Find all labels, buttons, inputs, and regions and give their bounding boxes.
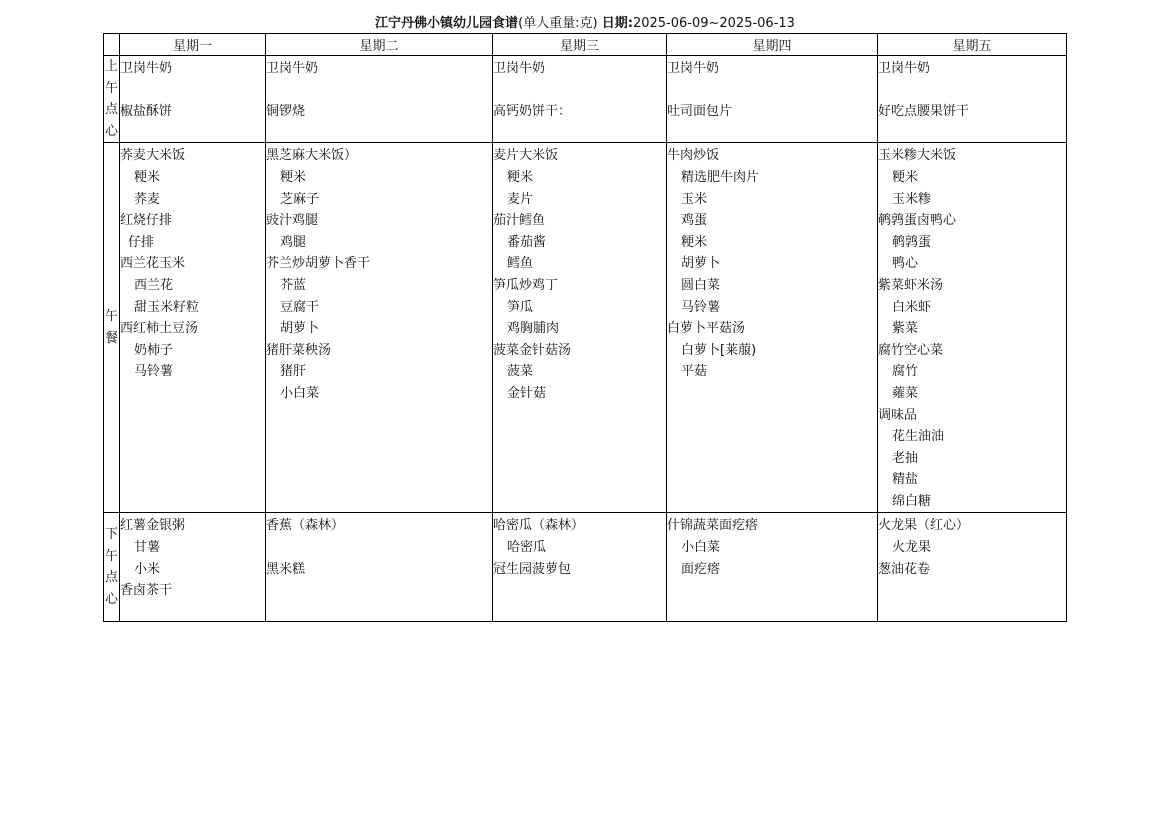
meal-label-lunch: [104, 143, 120, 513]
snack: 铜锣烧: [266, 104, 306, 120]
ingredient: 精选肥牛肉片: [681, 169, 760, 185]
dish: 猪肝菜秧汤: [266, 342, 332, 358]
afternoon-mon: [120, 513, 266, 622]
ingredient: 鸡胸脯肉: [507, 321, 560, 337]
ingredient: 粳米: [681, 234, 708, 250]
label-char: 午: [104, 80, 118, 96]
day-header: 星期二: [266, 34, 493, 56]
weight-unit: (单人重量:克): [518, 16, 598, 31]
dish: 火龙果（红心）: [878, 518, 970, 534]
ingredient: 白米虾: [892, 299, 932, 315]
morning-mon: [120, 56, 266, 143]
morning-wed: [493, 56, 667, 143]
afternoon-wed: [493, 513, 667, 622]
morning-thu: [667, 56, 878, 143]
ingredient: 哈密瓜: [507, 540, 547, 556]
morning-snack-row: [104, 56, 1067, 143]
afternoon-tue: [266, 513, 493, 622]
ingredient: 火龙果: [892, 540, 932, 556]
meal-label-morning: [104, 56, 120, 143]
ingredient: 紫菜: [892, 321, 919, 337]
dish: 腐竹空心菜: [878, 342, 944, 358]
dish: 白萝卜平菇汤: [667, 321, 746, 337]
label-char: 午: [104, 309, 118, 325]
ingredient: 鸡蛋: [681, 213, 708, 229]
label-char: 点: [104, 570, 118, 586]
label-char: 下: [104, 527, 118, 543]
dish: 西红柿土豆汤: [120, 321, 199, 337]
dish: 黑米糕: [266, 561, 306, 577]
ingredient: 小白菜: [280, 385, 320, 401]
snack: 好吃点腰果饼干: [878, 104, 970, 120]
day-header: 星期三: [493, 34, 667, 56]
dish: 红薯金银粥: [120, 518, 186, 534]
dish: 芥兰炒胡萝卜香干: [266, 256, 371, 272]
ingredient: 胡萝卜: [681, 256, 721, 272]
drink: 卫岗牛奶: [493, 61, 546, 76]
ingredient: 小米: [134, 561, 161, 577]
day-header: 星期四: [667, 34, 878, 56]
ingredient: 金针菇: [507, 385, 547, 401]
lunch-wed: [493, 143, 667, 513]
ingredient: 白萝卜[莱菔): [681, 342, 757, 358]
dish: 鹌鹑蛋卤鸭心: [878, 213, 957, 229]
day-header: 星期五: [878, 34, 1067, 56]
ingredient: 芥蓝: [280, 277, 307, 293]
dish: 牛肉炒饭: [667, 148, 720, 164]
dish: 笋瓜炒鸡丁: [493, 277, 559, 293]
ingredient: 芝麻子: [280, 191, 320, 207]
ingredient: 仔排: [128, 234, 155, 250]
label-char: 心: [104, 123, 118, 139]
ingredient: 马铃薯: [134, 364, 174, 380]
drink: 卫岗牛奶: [266, 61, 319, 76]
ingredient: 腐竹: [892, 364, 919, 380]
ingredient: 麦片: [507, 191, 534, 207]
dish: 香卤茶干: [120, 583, 173, 599]
ingredient: 粳米: [892, 169, 919, 185]
ingredient: 蕹菜: [892, 385, 919, 401]
ingredient: 西兰花: [134, 277, 174, 293]
dish: 黑芝麻大米饭）: [266, 148, 358, 164]
dish: 菠菜金针菇汤: [493, 342, 572, 358]
ingredient: 玉米: [681, 191, 708, 207]
ingredient: 绵白糖: [892, 493, 932, 509]
ingredient: 粳米: [134, 169, 161, 185]
date-label: 日期:: [601, 16, 633, 31]
lunch-thu: [667, 143, 878, 513]
afternoon-thu: [667, 513, 878, 622]
lunch-fri: [878, 143, 1067, 513]
ingredient: 鸭心: [892, 256, 919, 272]
ingredient: 面疙瘩: [681, 561, 721, 577]
dish: 紫菜虾米汤: [878, 277, 944, 293]
ingredient: 鸡腿: [280, 234, 307, 250]
ingredient: 老抽: [892, 450, 919, 466]
ingredient: 胡萝卜: [280, 321, 320, 337]
drink: 卫岗牛奶: [878, 61, 931, 76]
afternoon-snack-row: [104, 513, 1067, 622]
snack: 高钙奶饼干：: [493, 104, 572, 120]
lunch-mon: [120, 143, 266, 513]
ingredient: 番茄酱: [507, 234, 547, 250]
ingredient: 菠菜: [507, 364, 534, 380]
dish: 西兰花玉米: [120, 256, 186, 272]
ingredient: 荞麦: [134, 191, 161, 207]
dish: 哈密瓜（森林）: [493, 518, 585, 534]
ingredient: 平菇: [681, 364, 708, 380]
snack: 椒盐酥饼: [120, 104, 173, 120]
dish: 什锦蔬菜面疙瘩: [667, 518, 759, 534]
drink: 卫岗牛奶: [667, 61, 720, 76]
ingredient: 小白菜: [681, 540, 721, 556]
menu-table: [103, 33, 1067, 622]
ingredient: 鳕鱼: [507, 256, 534, 272]
label-char: 点: [104, 102, 118, 118]
dish: 荞麦大米饭: [120, 148, 186, 164]
dish: 香蕉（森林）: [266, 518, 345, 534]
label-char: 心: [104, 592, 118, 608]
dish: 豉汁鸡腿: [266, 213, 319, 229]
ingredient: 粳米: [280, 169, 307, 185]
drink: 卫岗牛奶: [120, 61, 173, 76]
ingredient: 奶柿子: [134, 342, 174, 358]
ingredient: 豆腐干: [280, 299, 320, 315]
snack: 吐司面包片: [667, 104, 733, 120]
ingredient: 圆白菜: [681, 277, 721, 293]
ingredient: 马铃薯: [681, 299, 721, 315]
morning-fri: [878, 56, 1067, 143]
header-row: [104, 34, 1067, 56]
lunch-row: [104, 143, 1067, 513]
dish: 茄汁鳕鱼: [493, 213, 546, 229]
label-char: 餐: [104, 330, 118, 346]
dish: 红烧仔排: [120, 213, 173, 229]
ingredient: 甜玉米籽粒: [134, 299, 200, 315]
afternoon-fri: [878, 513, 1067, 622]
ingredient: 花生油油: [892, 429, 945, 445]
corner-cell: [104, 34, 120, 56]
ingredient: 精盐: [892, 472, 919, 488]
menu-title: [0, 16, 1170, 32]
dish: 玉米糁大米饭: [878, 148, 957, 164]
ingredient: 甘薯: [134, 540, 161, 556]
morning-tue: [266, 56, 493, 143]
dish: 葱油花卷: [878, 561, 931, 577]
day-header: 星期一: [120, 34, 266, 56]
ingredient: 猪肝: [280, 364, 307, 380]
label-char: 午: [104, 548, 118, 564]
ingredient: 鹌鹑蛋: [892, 234, 932, 250]
dish: 麦片大米饭: [493, 148, 559, 164]
ingredient: 玉米糁: [892, 191, 932, 207]
ingredient: 粳米: [507, 169, 534, 185]
ingredient: 笋瓜: [507, 299, 534, 315]
lunch-tue: [266, 143, 493, 513]
school-name: 江宁丹佛小镇幼儿园食谱: [375, 16, 519, 31]
meal-label-afternoon: [104, 513, 120, 622]
dish: 冠生园菠萝包: [493, 561, 572, 577]
label-char: 上: [104, 59, 118, 74]
date-range: 2025-06-09~2025-06-13: [632, 16, 795, 31]
dish: 调味品: [878, 407, 918, 423]
